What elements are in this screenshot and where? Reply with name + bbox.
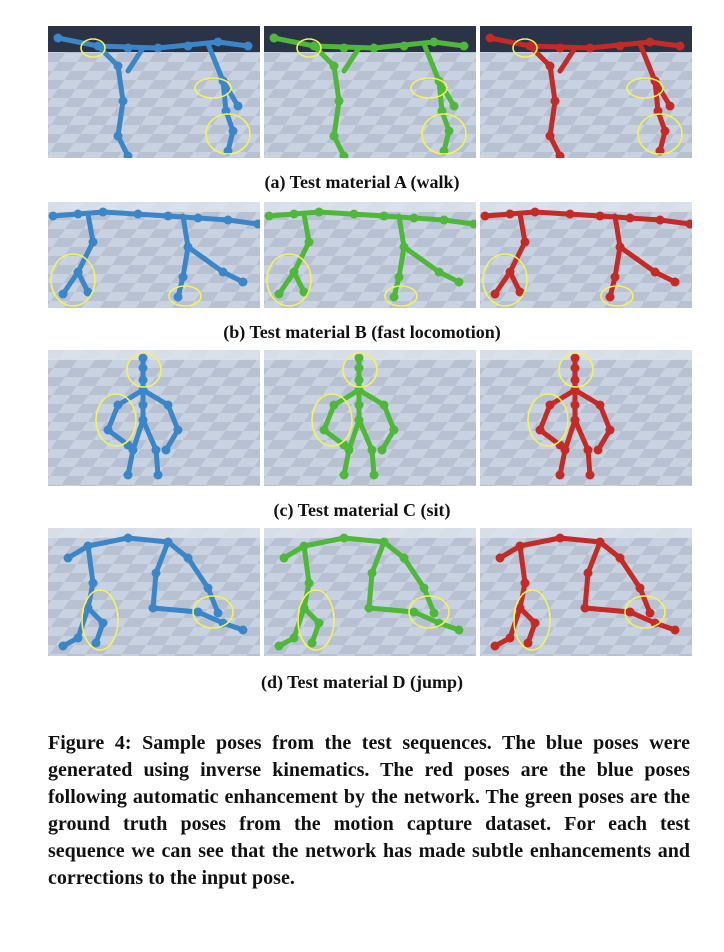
skeleton-joint [400, 243, 409, 252]
panel-d-red-enhanced-pose [480, 528, 692, 656]
skeleton-joint [370, 471, 379, 480]
skeleton-joint [134, 210, 143, 219]
skeleton-joint [365, 604, 374, 613]
skeleton-joint [139, 416, 148, 425]
skeleton-bone [153, 573, 156, 608]
skeleton-joint [214, 609, 223, 618]
skeleton-joint [162, 446, 171, 455]
skeleton-joint [455, 278, 464, 287]
horizon-haze [264, 350, 476, 360]
skeleton-joint [626, 214, 635, 223]
skeleton-joint [506, 268, 515, 277]
skeleton-joint [656, 216, 665, 225]
skeleton-render [264, 350, 476, 486]
skeleton-joint [355, 376, 364, 385]
skeleton-joint [611, 273, 620, 282]
figure-row-b [48, 202, 692, 308]
skeleton-joint [164, 401, 173, 410]
skeleton-joint [556, 44, 565, 53]
skeleton-joint [420, 584, 429, 593]
skeleton-joint [244, 42, 253, 51]
panel-d-green-ground-truth-pose [264, 528, 476, 656]
skeleton-joint [596, 401, 605, 410]
panel-a-red-enhanced-pose [480, 26, 692, 158]
skeleton-joint [64, 554, 73, 563]
horizon-haze [480, 528, 692, 538]
skeleton-joint [671, 626, 680, 635]
skeleton-joint [546, 62, 555, 71]
skeleton-joint [531, 208, 540, 217]
skeleton-joint [139, 376, 148, 385]
skeleton-joint [521, 579, 530, 588]
subcaption-b: (b) Test material B (fast locomotion) [223, 322, 501, 342]
skeleton-joint [265, 212, 274, 221]
skeleton-joint [586, 471, 595, 480]
skeleton-joint [59, 290, 68, 299]
skeleton-joint [179, 273, 188, 282]
skeleton-joint [524, 639, 533, 648]
skeleton-joint [280, 554, 289, 563]
skeleton-joint [340, 471, 349, 480]
skeleton-joint [626, 608, 635, 617]
skeleton-joint [496, 554, 505, 563]
skeleton-joint [99, 619, 108, 628]
skeleton-joint [350, 210, 359, 219]
skeleton-joint [378, 446, 387, 455]
skeleton-joint [234, 102, 243, 111]
skeleton-joint [571, 354, 580, 363]
skeleton-joint [305, 238, 314, 247]
skeleton-joint [596, 212, 605, 221]
skeleton-joint [204, 584, 213, 593]
skeleton-joint [330, 132, 339, 141]
skeleton-joint [661, 127, 670, 136]
skeleton-joint [152, 569, 161, 578]
skeleton-joint [368, 446, 377, 455]
skeleton-joint [154, 471, 163, 480]
skeleton-joint [290, 210, 299, 219]
subcaption-a: (a) Test material A (walk) [264, 172, 460, 192]
skeleton-joint [606, 426, 615, 435]
figure-caption: Figure 4: Sample poses from the test sequences. The blue poses were generated using inverse kinematics. The red poses are the blue poses following automatic enhancement by the network. The green poses are the ground truth poses from the motion capture dataset. For each test sequence we can see that the network has made subtle enhancements and corrections to the input pose. [48, 732, 690, 889]
skeleton-joint [194, 214, 203, 223]
skeleton-joint [89, 238, 98, 247]
skeleton-joint [370, 44, 379, 53]
figure-row-d [48, 528, 692, 656]
skeleton-bone [369, 573, 372, 608]
skeleton-joint [646, 609, 655, 618]
skeleton-joint [445, 127, 454, 136]
subcaption-c: (c) Test material C (sit) [273, 500, 451, 520]
skeleton-joint [229, 127, 238, 136]
skeleton-joint [114, 132, 123, 141]
skeleton-joint [380, 401, 389, 410]
panel-c-red-enhanced-pose [480, 350, 692, 486]
skeleton-joint [305, 579, 314, 588]
figure-row-a [48, 26, 692, 158]
skeleton-joint [164, 538, 173, 547]
skeleton-joint [395, 273, 404, 282]
skeleton-joint [92, 639, 101, 648]
skeleton-joint [616, 42, 625, 51]
skeleton-joint [400, 554, 409, 563]
skeleton-joint [481, 212, 490, 221]
horizon-haze [480, 350, 692, 360]
skeleton-joint [74, 210, 83, 219]
panel-b-blue-ik-pose [48, 202, 260, 308]
horizon-haze [48, 350, 260, 360]
floor-checkerboard [264, 350, 476, 486]
skeleton-joint [516, 542, 525, 551]
skeleton-joint [74, 268, 83, 277]
skeleton-joint [584, 569, 593, 578]
skeleton-joint [174, 426, 183, 435]
skeleton-joint [139, 364, 148, 373]
skeleton-joint [174, 293, 183, 302]
skeleton-render [480, 26, 692, 158]
skeleton-joint [139, 354, 148, 363]
skeleton-joint [536, 426, 545, 435]
skeleton-joint [521, 238, 530, 247]
skeleton-joint [355, 416, 364, 425]
skeleton-joint [651, 268, 660, 277]
skeleton-joint [355, 354, 364, 363]
skeleton-joint [380, 538, 389, 547]
skeleton-joint [584, 446, 593, 455]
skeleton-joint [119, 97, 128, 106]
skeleton-joint [410, 214, 419, 223]
skeleton-joint [430, 38, 439, 47]
skeleton-render [264, 26, 476, 158]
skeleton-joint [270, 34, 279, 43]
skeleton-joint [460, 42, 469, 51]
skeleton-joint [561, 446, 570, 455]
skeleton-joint [646, 38, 655, 47]
skeleton-joint [551, 97, 560, 106]
figure-row-c [48, 350, 692, 486]
skeleton-joint [315, 208, 324, 217]
skeleton-joint [368, 569, 377, 578]
skeleton-joint [114, 62, 123, 71]
skeleton-joint [390, 293, 399, 302]
floor-checkerboard [48, 350, 260, 486]
skeleton-joint [290, 634, 299, 643]
skeleton-joint [275, 642, 284, 651]
panel-a-green-ground-truth-pose [264, 26, 476, 158]
skeleton-joint [104, 426, 113, 435]
skeleton-joint [546, 401, 555, 410]
skeleton-joint [320, 426, 329, 435]
skeleton-joint [219, 268, 228, 277]
skeleton-joint [89, 579, 98, 588]
skeleton-joint [290, 268, 299, 277]
skeleton-joint [84, 542, 93, 551]
skeleton-joint [546, 132, 555, 141]
skeleton-joint [390, 426, 399, 435]
skeleton-joint [506, 634, 515, 643]
skeleton-joint [114, 401, 123, 410]
skeleton-joint [310, 42, 319, 51]
skeleton-joint [355, 401, 364, 410]
skeleton-render [48, 350, 260, 486]
skeleton-joint [435, 268, 444, 277]
skeleton-joint [410, 608, 419, 617]
subcaption-d: (d) Test material D (jump) [261, 672, 463, 692]
skeleton-joint [594, 446, 603, 455]
skeleton-joint [581, 604, 590, 613]
skeleton-joint [491, 642, 500, 651]
skeleton-joint [636, 584, 645, 593]
skeleton-render [264, 202, 476, 308]
skeleton-joint [139, 401, 148, 410]
skeleton-render [48, 26, 260, 158]
skeleton-joint [275, 290, 284, 299]
panel-c-blue-ik-pose [48, 350, 260, 486]
skeleton-joint [315, 619, 324, 628]
skeleton-joint [616, 243, 625, 252]
skeleton-joint [400, 42, 409, 51]
skeleton-joint [94, 42, 103, 51]
skeleton-joint [239, 278, 248, 287]
skeleton-render [264, 528, 476, 656]
skeleton-joint [531, 619, 540, 628]
skeleton-joint [194, 608, 203, 617]
skeleton-joint [184, 554, 193, 563]
skeleton-joint [124, 471, 133, 480]
skeleton-joint [506, 210, 515, 219]
horizon-haze [264, 528, 476, 538]
skeleton-joint [99, 208, 108, 217]
skeleton-render [480, 528, 692, 656]
skeleton-render [48, 528, 260, 656]
skeleton-joint [455, 626, 464, 635]
skeleton-joint [586, 44, 595, 53]
skeleton-joint [214, 38, 223, 47]
skeleton-joint [54, 34, 63, 43]
skeleton-joint [149, 604, 158, 613]
skeleton-joint [308, 639, 317, 648]
skeleton-joint [606, 293, 615, 302]
skeleton-joint [355, 364, 364, 373]
panel-c-green-ground-truth-pose [264, 350, 476, 486]
skeleton-joint [129, 446, 138, 455]
skeleton-joint [49, 212, 58, 221]
skeleton-joint [224, 216, 233, 225]
skeleton-joint [330, 62, 339, 71]
skeleton-joint [124, 44, 133, 53]
panel-a-blue-ik-pose [48, 26, 260, 158]
skeleton-joint [486, 34, 495, 43]
skeleton-joint [671, 278, 680, 287]
skeleton-joint [300, 542, 309, 551]
skeleton-joint [345, 446, 354, 455]
horizon-haze [48, 528, 260, 538]
skeleton-joint [152, 446, 161, 455]
skeleton-joint [59, 642, 68, 651]
skeleton-joint [184, 42, 193, 51]
skeleton-joint [616, 554, 625, 563]
skeleton-joint [571, 416, 580, 425]
skeleton-joint [556, 471, 565, 480]
skeleton-joint [596, 538, 605, 547]
skeleton-joint [526, 42, 535, 51]
skeleton-joint [566, 210, 575, 219]
panel-b-red-enhanced-pose [480, 202, 692, 308]
skeleton-joint [571, 401, 580, 410]
skeleton-joint [666, 102, 675, 111]
skeleton-joint [184, 243, 193, 252]
skeleton-bone [585, 573, 588, 608]
skeleton-joint [340, 44, 349, 53]
skeleton-render [48, 202, 260, 308]
skeleton-joint [450, 102, 459, 111]
skeleton-joint [571, 364, 580, 373]
skeleton-joint [430, 609, 439, 618]
skeleton-joint [335, 97, 344, 106]
skeleton-joint [239, 626, 248, 635]
skeleton-joint [164, 212, 173, 221]
skeleton-joint [556, 534, 565, 543]
skeleton-joint [676, 42, 685, 51]
skeleton-joint [340, 534, 349, 543]
skeleton-joint [380, 212, 389, 221]
panel-d-blue-ik-pose [48, 528, 260, 656]
skeleton-joint [330, 401, 339, 410]
skeleton-joint [74, 634, 83, 643]
skeleton-joint [440, 216, 449, 225]
skeleton-joint [124, 534, 133, 543]
skeleton-joint [571, 376, 580, 385]
skeleton-render [480, 350, 692, 486]
skeleton-joint [154, 44, 163, 53]
skeleton-render [480, 202, 692, 308]
floor-checkerboard [480, 350, 692, 486]
panel-b-green-ground-truth-pose [264, 202, 476, 308]
skeleton-joint [491, 290, 500, 299]
